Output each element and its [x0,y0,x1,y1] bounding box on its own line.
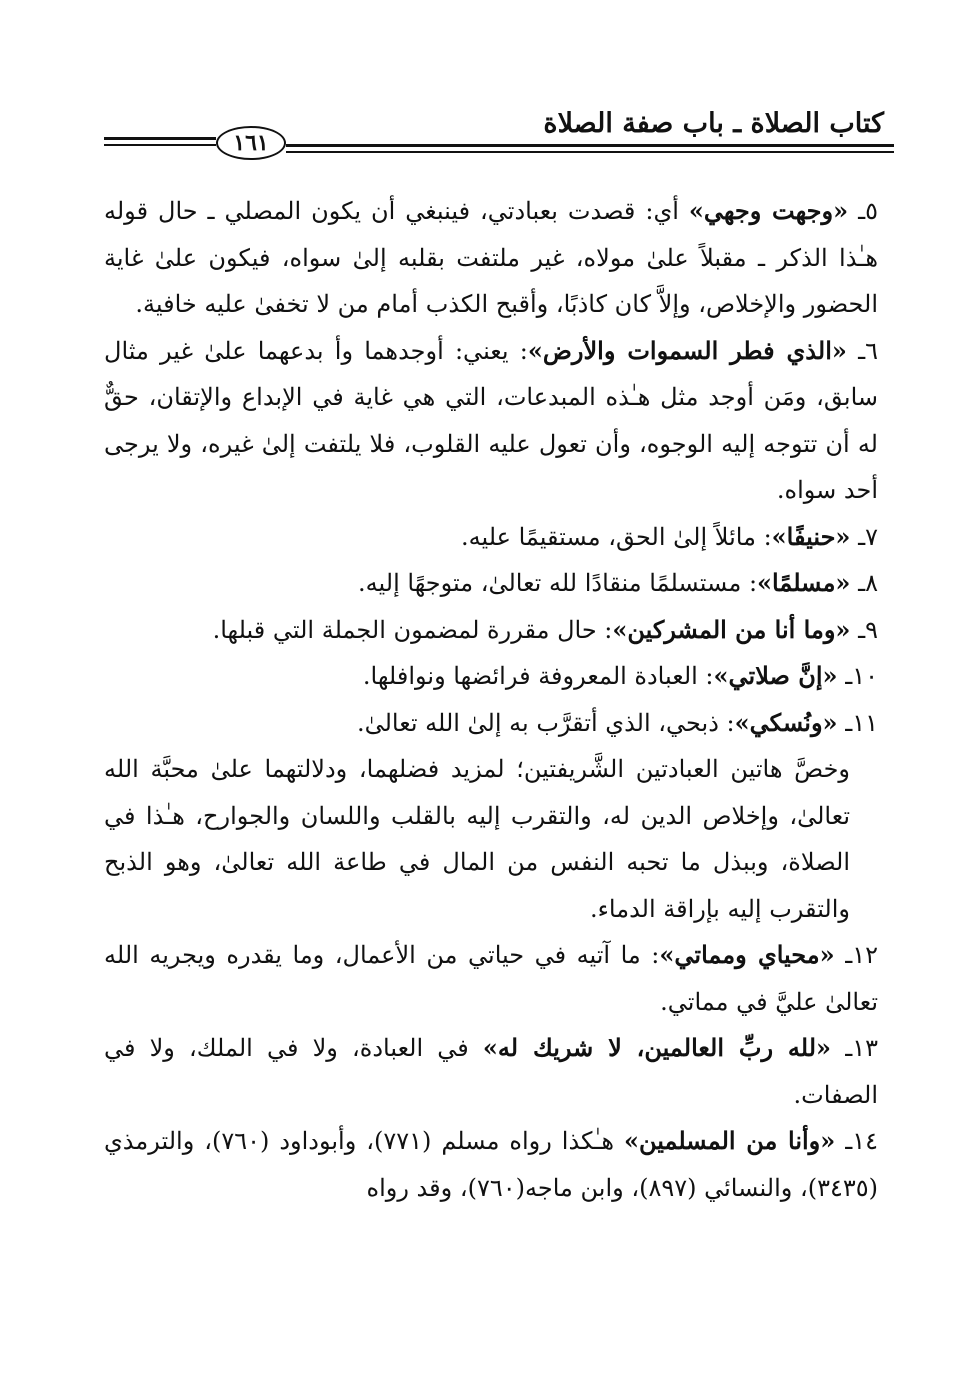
note-term: «وما أنا من المشركين» [612,614,851,644]
note-term: «إنَّ صلاتي» [713,661,838,690]
note-text: أي: قصدت بعبادتي، فينبغي أن يكون المصلي ـ حال قوله هـٰذا الذكر ـ مقبلاً علىٰ مولاه، غير ملتفت بقلبه إلىٰ سواه، فيكون علىٰ غاية الحضور والإخلاص، وإلاَّ كان كاذبًا، وأقبح الكذب أمام من لا تخفىٰ عليه خافية. [104,197,878,318]
note-14 [104,1118,878,1211]
note-text: هـٰكذا رواه مسلم (٧٧١)، وأبوداود (٧٦٠)، والترمذي (٣٤٣٥)، والنسائي (٨٩٧)، وابن ماجه(٧٦٠)، وقد رواه [104,1127,878,1202]
note-6 [104,328,878,514]
note-term: «حنيفًا» [771,521,851,551]
note-number: ٧ـ [858,522,878,551]
note-term: «مسلمًا» [757,568,851,597]
note-text: : ما آتيه في حياتي من الأعمال، وما يقدره ويجريه الله تعالىٰ عليَّ في مماتي. [104,941,878,1016]
note-text: : حال مقررة لمضمون الجملة التي قبلها. [212,615,613,644]
note-term: «لله ربِّ العالمين، لا شريك له» [482,1033,832,1062]
note-13 [104,1025,878,1118]
note-number: ١٠ـ [845,662,878,690]
note-number: ١٣ـ [845,1034,879,1062]
note-text: : يعني: أوجدهما وأ بدعهما علىٰ غير مثال سابق، ومَن أوجد مثل هـٰذه المبدعات، التي هي غاية في الإبداع والإتقان، حقٌّ له أن تتوجه إليه الوجوه، وأن تعول عليه القلوب، فلا يلتفت إلىٰ غيره، ولا يرجى أحد سواه. [104,336,878,504]
note-text: : مائلاً إلىٰ الحق، مستقيمًا عليه. [460,522,772,551]
note-text: في العبادة، ولا في الملك، ولا في الصفات. [104,1034,878,1109]
note-term: «الذي فطر السموات والأرض» [527,335,847,365]
note-text: : العبادة المعروفة فرائضها ونوافلها. [362,662,714,690]
note-term: «محياي ومماتي» [659,940,835,969]
explanatory-paragraph: وخصَّ هاتين العبادتين الشَّريفتين؛ لمزيد فضلهما، ودلالتهما علىٰ محبَّة الله تعالىٰ، وإخلاص الدين له، والتقرب إليه بالقلب واللسان والجوارح، هـٰذا في الصلاة، وببذل ما تحبه النفس من المال في طاعة الله تعالىٰ، وهو الذبح والتقرب إليه بإراقة الدماء. [104,755,850,923]
running-title: كتاب الصلاة ـ باب صفة الصلاة [543,108,884,139]
header-rule [104,137,216,140]
note-number: ١٤ـ [845,1127,879,1155]
note-term: «وجهت وجهي» [688,196,849,225]
note-7 [104,514,878,561]
commentary-text [104,188,878,1211]
note-10 [104,653,878,700]
note-number: ١٢ـ [845,941,878,969]
page-header [104,100,894,170]
note-number: ٦ـ [858,336,878,365]
note-12 [104,932,878,1025]
note-number: ٥ـ [858,197,878,225]
note-number: ٨ـ [858,569,878,597]
header-rule [286,151,894,153]
note-9 [104,607,878,654]
note-text: : ذبحي، الذي أتقرَّب به إلىٰ الله تعالىٰ. [356,708,735,737]
note-term: «ونُسكي» [734,707,838,737]
header-rule [104,144,216,146]
note-8 [104,560,878,607]
page-number: ١٦١ [216,126,286,160]
header-rule [286,144,894,147]
note-5 [104,188,878,328]
note-term: «وأنا من المسلمين» [623,1126,836,1155]
note-number: ٩ـ [858,615,878,644]
note-text: : مستسلمًا منقادًا لله تعالىٰ، متوجهًا إليه. [358,569,758,597]
note-11 [104,700,878,747]
note-number: ١١ـ [845,708,878,737]
